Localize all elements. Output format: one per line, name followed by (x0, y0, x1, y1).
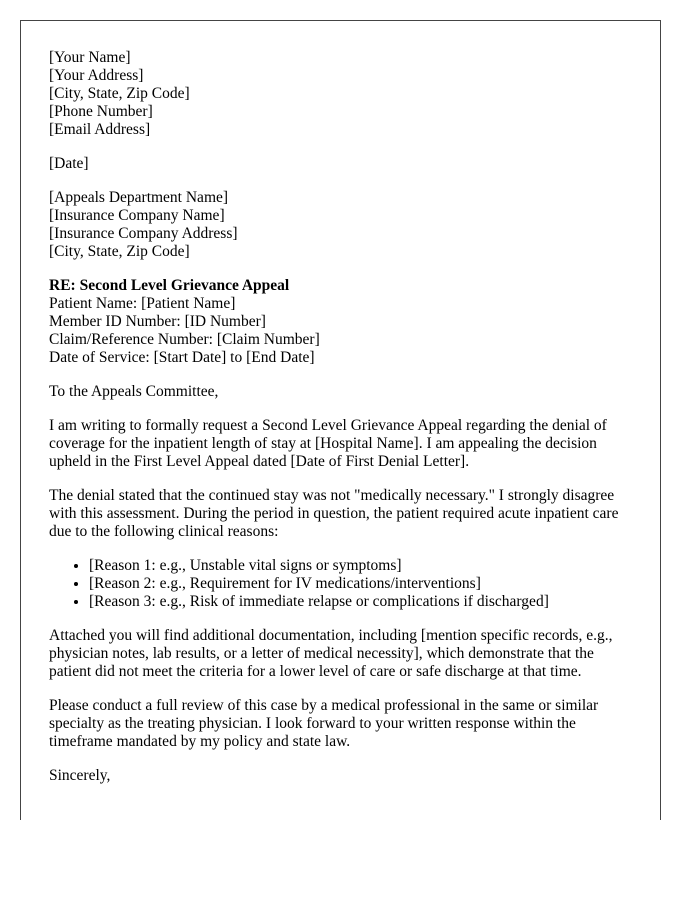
letter-content (49, 49, 639, 801)
re-title: RE: Second Level Grievance Appeal (49, 277, 290, 294)
re-block (49, 277, 639, 367)
sender-name: [Your Name] (49, 49, 131, 66)
reason-item: • [Reason 1: e.g., Unstable vital signs or symptoms] (89, 557, 639, 575)
reasons-list (49, 557, 639, 611)
reason-item: • [Reason 3: e.g., Risk of immediate relapse or complications if discharged] (89, 593, 639, 611)
sender-email: [Email Address] (49, 121, 151, 138)
recipient-block (49, 189, 639, 261)
closing-paragraph-1: Attached you will find additional documentation, including [mention specific records, e.g., physician notes, lab results, or a letter of medical necessity], which demonstrate that the patient did not meet the criteria for a lower level of care or safe discharge at that time. (49, 627, 613, 680)
re-claim-number: Claim/Reference Number: [Claim Number] (49, 331, 320, 348)
sender-city-state-zip: [City, State, Zip Code] (49, 85, 190, 102)
body-paragraph-2: The denial stated that the continued stay was not "medically necessary." I strongly disagree with this assessment. During the period in question, the patient required acute inpatient care due to the following clinical reasons: (49, 487, 619, 540)
letter-date: [Date] (49, 155, 89, 172)
body-paragraph-1: I am writing to formally request a Second Level Grievance Appeal regarding the denial of coverage for the inpatient length of stay at [Hospital Name]. I am appealing the decision upheld in the First Level Appeal dated [Date of First Denial Letter]. (49, 417, 607, 470)
signoff: Sincerely, (49, 767, 111, 784)
reason-item: • [Reason 2: e.g., Requirement for IV medications/interventions] (89, 575, 639, 593)
salutation: To the Appeals Committee, (49, 383, 219, 400)
re-member-id: Member ID Number: [ID Number] (49, 313, 266, 330)
sender-phone: [Phone Number] (49, 103, 153, 120)
re-patient-name: Patient Name: [Patient Name] (49, 295, 236, 312)
sender-address: [Your Address] (49, 67, 144, 84)
recipient-address: [Insurance Company Address] (49, 225, 238, 242)
sender-block (49, 49, 639, 139)
letter-page (20, 20, 661, 820)
closing-paragraph-2: Please conduct a full review of this case by a medical professional in the same or similar specialty as the treating physician. I look forward to your written response within the timeframe mandated by my policy and state law. (49, 697, 599, 750)
recipient-company: [Insurance Company Name] (49, 207, 225, 224)
re-date-of-service: Date of Service: [Start Date] to [End Date] (49, 349, 315, 366)
recipient-department: [Appeals Department Name] (49, 189, 229, 206)
date-block (49, 155, 639, 173)
recipient-city-state-zip: [City, State, Zip Code] (49, 243, 190, 260)
